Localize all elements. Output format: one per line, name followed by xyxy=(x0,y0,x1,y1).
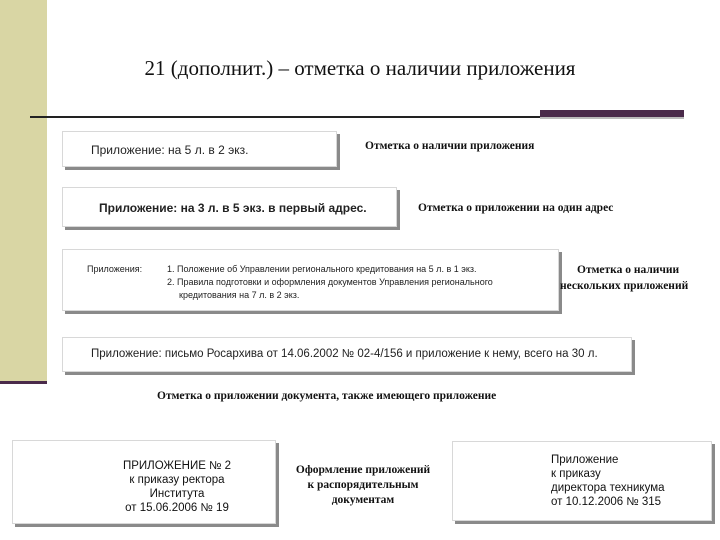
example-3-item-1: 1. Положение об Управлении регионального кредитования на 5 л. в 1 экз. xyxy=(167,264,477,274)
center-caption xyxy=(278,463,448,508)
stamp-left-card xyxy=(12,440,276,524)
stamp-right-block xyxy=(551,453,706,509)
center-caption-line-2: к распорядительным xyxy=(307,479,419,491)
stamp-right-line-4: от 10.12.2006 № 315 xyxy=(551,496,662,508)
stamp-left-line-1: ПРИЛОЖЕНИЕ № 2 xyxy=(122,460,232,472)
example-1-caption: Отметка о наличии приложения xyxy=(365,140,535,152)
example-3-caption-line-1: Отметка о наличии xyxy=(577,264,680,276)
stamp-left-line-2: к приказу ректора xyxy=(129,474,225,486)
example-3-item-2: 2. Правила подготовки и оформления документов Управления регионального xyxy=(167,277,493,287)
example-4-text: Приложение: письмо Росархива от 14.06.2002 № 02-4/156 и приложение к нему, всего на 30 л. xyxy=(91,348,598,360)
sidebar-divider xyxy=(0,381,47,384)
example-4-caption: Отметка о приложении документа, также имеющего приложение xyxy=(157,390,497,402)
example-card-4 xyxy=(62,337,632,372)
stamp-right-line-3: директора техникума xyxy=(551,482,665,494)
stamp-left-line-3: Института xyxy=(149,488,205,500)
example-3-item-3: кредитования на 7 л. в 2 экз. xyxy=(179,290,300,300)
stamp-left-block xyxy=(99,459,255,515)
center-caption-line-3: документам xyxy=(331,494,395,506)
stamp-left-line-4: от 15.06.2006 № 19 xyxy=(125,502,229,514)
example-card-3 xyxy=(62,249,559,311)
example-3-label: Приложения: xyxy=(87,264,143,274)
example-card-2 xyxy=(62,187,397,227)
stamp-right-line-1: Приложение xyxy=(551,454,619,466)
example-3-caption-line-2: нескольких приложений xyxy=(560,280,689,292)
title-accent-bar xyxy=(540,110,684,119)
center-caption-line-1: Оформление приложений xyxy=(295,464,431,476)
example-card-1 xyxy=(62,131,337,167)
stamp-right-line-2: к приказу xyxy=(551,468,601,480)
example-2-caption: Отметка о приложении на один адрес xyxy=(418,202,614,214)
stamp-right-card xyxy=(452,441,712,521)
page-title: 21 (дополнит.) – отметка о наличии приложения xyxy=(144,56,576,80)
example-2-text: Приложение: на 3 л. в 5 экз. в первый адрес. xyxy=(99,201,367,215)
example-1-text: Приложение: на 5 л. в 2 экз. xyxy=(91,143,249,157)
